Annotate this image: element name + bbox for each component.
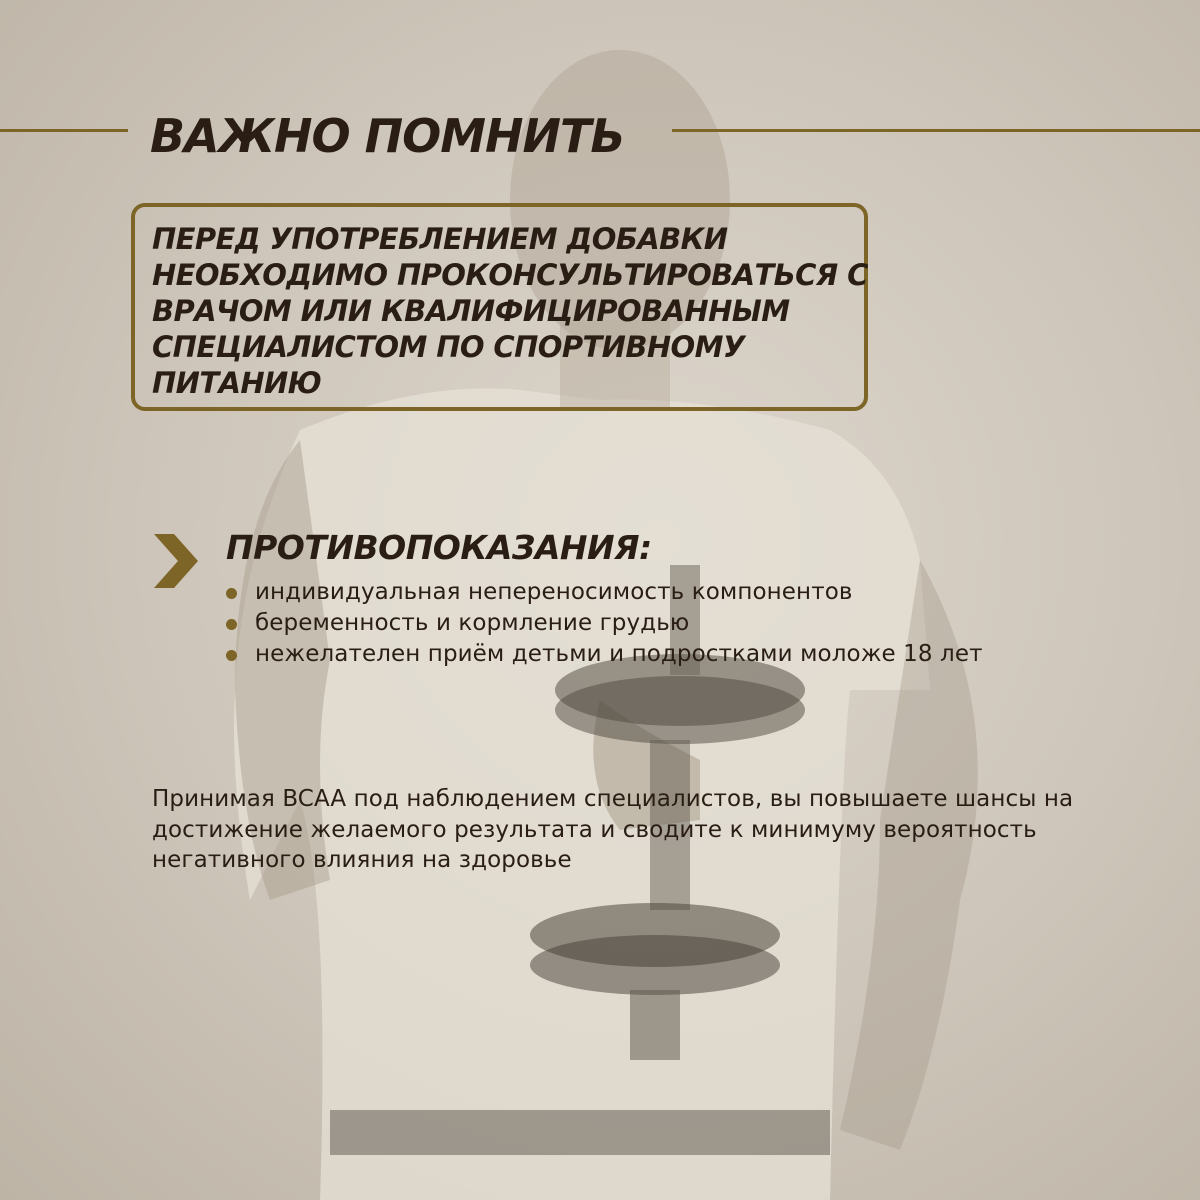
closing-paragraph: Принимая BCAA под наблюдением специалистов, вы повышаете шансы на достижение желаемого результата и сводите к минимуму вероятность негативного влияния на здоровье bbox=[152, 786, 1074, 873]
title-rule-left bbox=[0, 129, 128, 132]
contraindications-list bbox=[226, 576, 983, 669]
title-rule-right bbox=[672, 129, 1200, 132]
list-item-text: нежелателен приём детьми и подростками моложе 18 лет bbox=[255, 640, 983, 667]
bullet-icon bbox=[226, 650, 237, 661]
list-item-text: беременность и кормление грудью bbox=[255, 609, 690, 636]
list-item-text: индивидуальная непереносимость компонентов bbox=[255, 578, 853, 605]
list-item bbox=[226, 576, 983, 607]
list-item bbox=[226, 638, 983, 669]
list-item bbox=[226, 607, 983, 638]
bullet-icon bbox=[226, 588, 237, 599]
page-title: ВАЖНО ПОМНИТЬ bbox=[150, 109, 625, 163]
consultation-note-text: ПЕРЕД УПОТРЕБЛЕНИЕМ ДОБАВКИ НЕОБХОДИМО ПРОКОНСУЛЬТИРОВАТЬСЯ С ВРАЧОМ ИЛИ КВАЛИФИЦИРОВАННЫМ СПЕЦИАЛИСТОМ ПО СПОРТИВНОМУ ПИТАНИЮ bbox=[152, 222, 868, 400]
chevron-right-icon bbox=[150, 534, 200, 588]
bullet-icon bbox=[226, 619, 237, 630]
contraindications-title: ПРОТИВОПОКАЗАНИЯ: bbox=[226, 528, 652, 567]
